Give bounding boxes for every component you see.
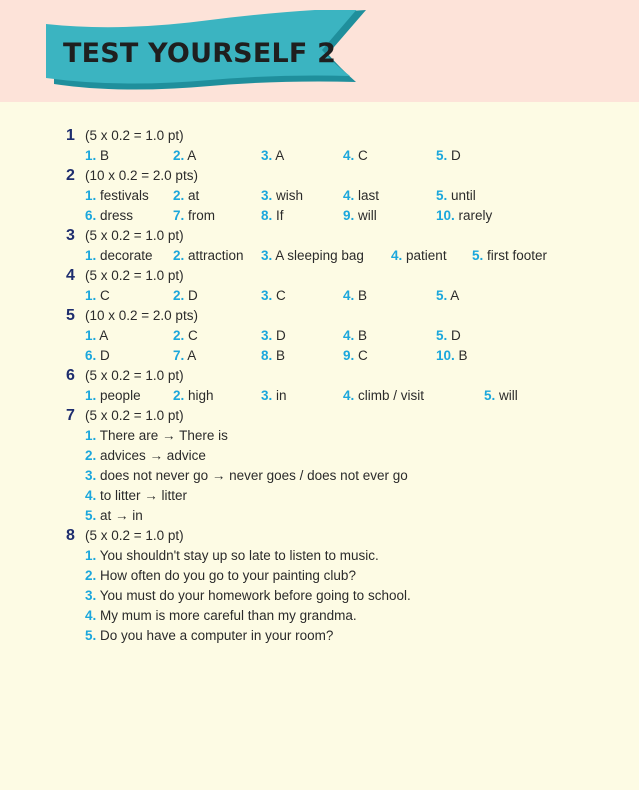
answer-item: 2. at: [173, 188, 200, 203]
answer-row: [0, 146, 639, 166]
answer-row: [0, 186, 639, 206]
answer-row: [0, 566, 639, 586]
answer-item: 5. first footer: [472, 248, 548, 263]
question-points: (10 x 0.2 = 2.0 pts): [85, 168, 198, 183]
question-points: (5 x 0.2 = 1.0 pt): [85, 528, 184, 543]
answer-item: 5. until: [436, 188, 476, 203]
answer-item: 4. patient: [391, 248, 447, 263]
answer-item: 4. climb / visit: [343, 388, 425, 403]
question-points: (5 x 0.2 = 1.0 pt): [85, 268, 184, 283]
answer-item: 3. A sleeping bag: [261, 248, 364, 263]
answer-row: [0, 426, 639, 446]
answer-item: 4. B: [343, 288, 368, 303]
answer-item: 1. decorate: [85, 248, 153, 263]
answer-item: 1. A: [85, 328, 109, 343]
answer-item: 5. Do you have a computer in your room?: [85, 628, 334, 643]
answer-item: 5. at → in: [85, 508, 143, 523]
answer-item: 1. B: [85, 148, 110, 163]
answer-item: 6. dress: [85, 208, 134, 223]
answer-item: 7. from: [173, 208, 216, 223]
answer-item: 2. high: [173, 388, 214, 403]
question-number: 6: [66, 367, 75, 384]
answer-item: 3. in: [261, 388, 287, 403]
answer-key: [0, 126, 639, 646]
question-5-header: [0, 306, 639, 326]
question-number: 8: [66, 527, 75, 544]
answer-item: 3. A: [261, 148, 285, 163]
answer-item: 6. D: [85, 348, 110, 363]
question-8-header: [0, 526, 639, 546]
answer-item: 2. D: [173, 288, 198, 303]
answer-item: 3. wish: [261, 188, 304, 203]
answer-item: 1. C: [85, 288, 110, 303]
answer-item: 10. rarely: [436, 208, 493, 223]
answer-item: 9. C: [343, 348, 368, 363]
page-header: [0, 0, 639, 102]
question-number: 1: [66, 127, 75, 144]
answer-row: [0, 446, 639, 466]
answer-item: 2. attraction: [173, 248, 244, 263]
answer-row: [0, 246, 639, 266]
answer-item: 2. How often do you go to your painting club?: [85, 568, 356, 583]
question-points: (10 x 0.2 = 2.0 pts): [85, 308, 198, 323]
answer-row: [0, 606, 639, 626]
question-number: 4: [66, 267, 75, 284]
answer-item: 3. does not never go → never goes / does not ever go: [85, 468, 408, 483]
answer-row: [0, 286, 639, 306]
question-4-header: [0, 266, 639, 286]
answer-item: 8. If: [261, 208, 284, 223]
answer-row: [0, 546, 639, 566]
answer-row: [0, 346, 639, 366]
answer-item: 1. You shouldn't stay up so late to listen to music.: [85, 548, 379, 563]
answer-row: [0, 466, 639, 486]
answer-item: 8. B: [261, 348, 286, 363]
answer-item: 3. You must do your homework before going to school.: [85, 588, 411, 603]
answer-item: 1. festivals: [85, 188, 149, 203]
answer-item: 2. A: [173, 148, 197, 163]
question-points: (5 x 0.2 = 1.0 pt): [85, 128, 184, 143]
answer-item: 2. C: [173, 328, 198, 343]
answer-item: 9. will: [343, 208, 377, 223]
question-number: 2: [66, 167, 75, 184]
answer-item: 7. A: [173, 348, 197, 363]
answer-item: 5. will: [484, 388, 518, 403]
answer-item: 5. D: [436, 328, 461, 343]
question-number: 3: [66, 227, 75, 244]
answer-row: [0, 486, 639, 506]
question-1-header: [0, 126, 639, 146]
answer-item: 5. D: [436, 148, 461, 163]
answer-item: 4. B: [343, 328, 368, 343]
question-7-header: [0, 406, 639, 426]
answer-item: 2. advices → advice: [85, 448, 206, 463]
question-number: 7: [66, 407, 75, 424]
question-6-header: [0, 366, 639, 386]
page-title: TEST YOURSELF 2: [63, 38, 337, 69]
answer-row: [0, 506, 639, 526]
question-points: (5 x 0.2 = 1.0 pt): [85, 368, 184, 383]
answer-item: 10. B: [436, 348, 468, 363]
answer-item: 4. to litter → litter: [85, 488, 188, 503]
answer-row: [0, 386, 639, 406]
question-number: 5: [66, 307, 75, 324]
answer-row: [0, 586, 639, 606]
answer-item: 3. D: [261, 328, 286, 343]
answer-item: 5. A: [436, 288, 460, 303]
answer-row: [0, 326, 639, 346]
answer-item: 4. last: [343, 188, 380, 203]
answer-item: 1. people: [85, 388, 141, 403]
answer-item: 3. C: [261, 288, 286, 303]
question-3-header: [0, 226, 639, 246]
answer-row: [0, 206, 639, 226]
answer-item: 1. There are → There is: [85, 428, 228, 443]
answer-item: 4. C: [343, 148, 368, 163]
answer-item: 4. My mum is more careful than my grandma.: [85, 608, 357, 623]
question-points: (5 x 0.2 = 1.0 pt): [85, 408, 184, 423]
question-points: (5 x 0.2 = 1.0 pt): [85, 228, 184, 243]
question-2-header: [0, 166, 639, 186]
answer-row: [0, 626, 639, 646]
